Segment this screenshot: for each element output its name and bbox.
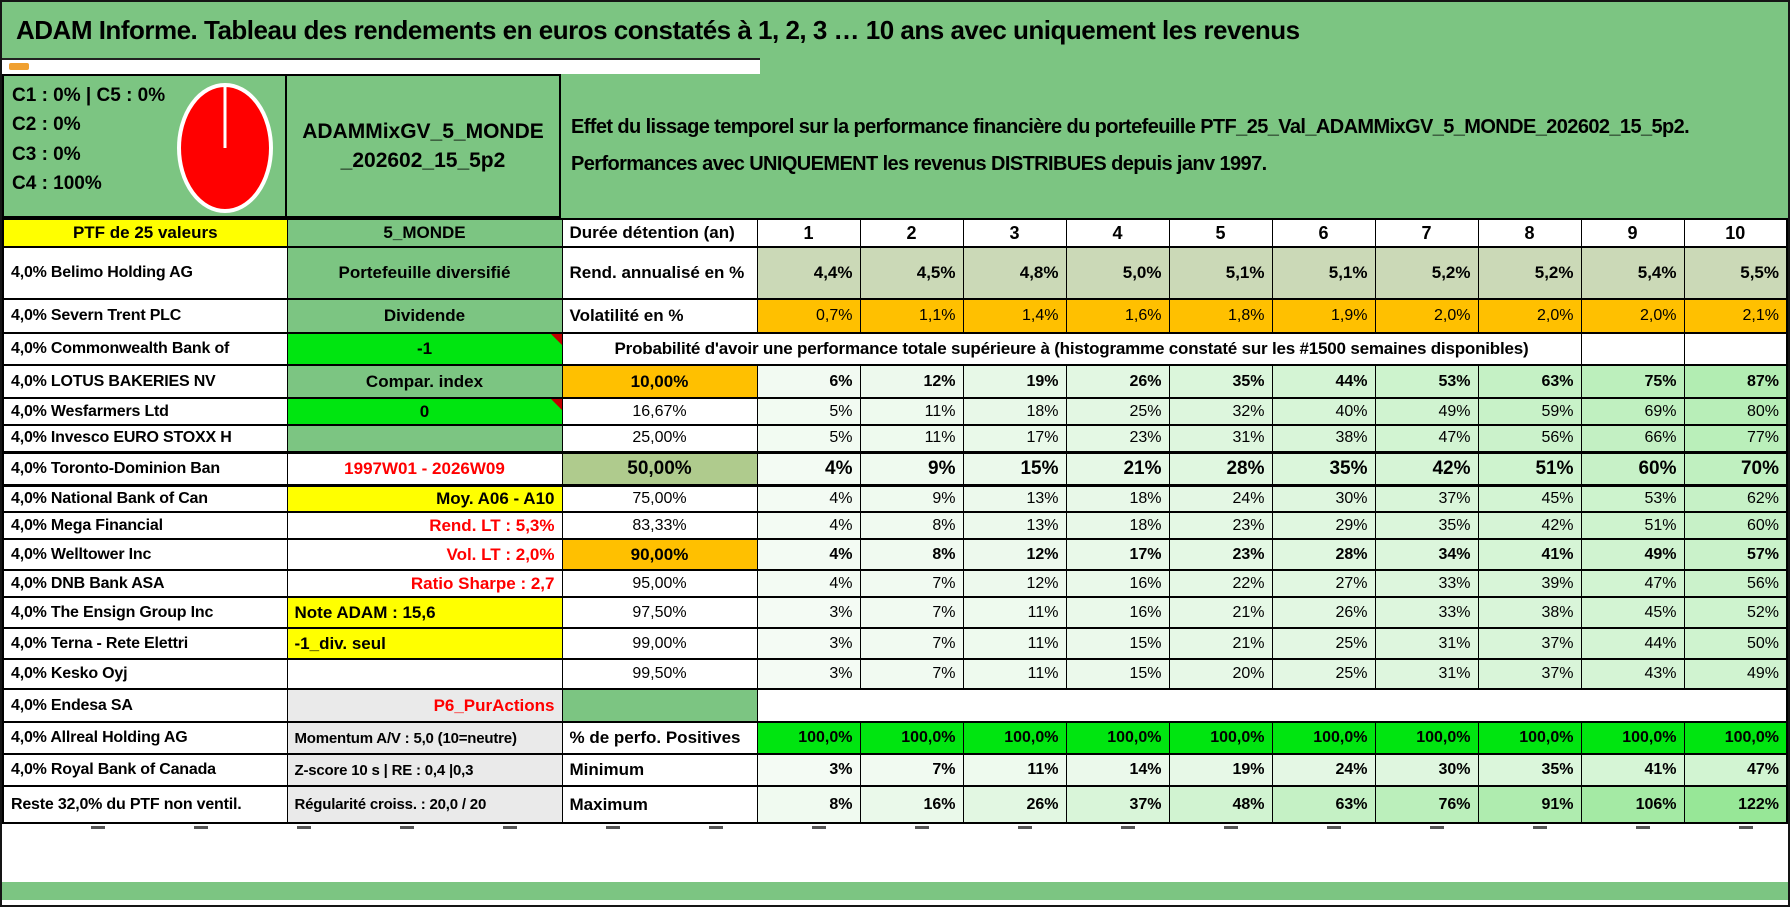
table-row-p99 bbox=[3, 628, 1787, 659]
cell-p6-blank[interactable] bbox=[757, 689, 1787, 722]
cell-p99-y9[interactable]: 44% bbox=[1581, 628, 1684, 659]
cell-p99-y3[interactable]: 11% bbox=[963, 628, 1066, 659]
cell-p25-y6[interactable]: 38% bbox=[1272, 425, 1375, 452]
cell-proba-name[interactable]: 4,0% Commonwealth Bank of bbox=[3, 333, 287, 365]
table-row-p975 bbox=[3, 597, 1787, 628]
cell-pos-y6[interactable]: 100,0% bbox=[1272, 722, 1375, 754]
cell-p95-label[interactable]: 95,00% bbox=[562, 570, 757, 597]
cell-p50-y9[interactable]: 60% bbox=[1581, 452, 1684, 485]
cell-p95-y9[interactable]: 47% bbox=[1581, 570, 1684, 597]
cell-p83-y4[interactable]: 18% bbox=[1066, 512, 1169, 539]
cell-p95-y4[interactable]: 16% bbox=[1066, 570, 1169, 597]
cell-p99-y10[interactable]: 50% bbox=[1684, 628, 1787, 659]
cell-p90-y9[interactable]: 49% bbox=[1581, 539, 1684, 570]
cell-p975-y4[interactable]: 16% bbox=[1066, 597, 1169, 628]
cell-p50-y3[interactable]: 15% bbox=[963, 452, 1066, 485]
cell-p6-name[interactable]: 4,0% Endesa SA bbox=[3, 689, 287, 722]
cell-vol-y9[interactable]: 2,0% bbox=[1581, 299, 1684, 333]
table-row-p95 bbox=[3, 570, 1787, 597]
cell-head-year-10[interactable]: 10 bbox=[1684, 219, 1787, 247]
cell-p50-y6[interactable]: 35% bbox=[1272, 452, 1375, 485]
cell-p95-name[interactable]: 4,0% DNB Bank ASA bbox=[3, 570, 287, 597]
spacer-strip bbox=[2, 58, 1788, 74]
bottom-area bbox=[2, 824, 1788, 905]
cell-p95-y2[interactable]: 7% bbox=[860, 570, 963, 597]
cell-p90-label[interactable]: 90,00% bbox=[562, 539, 757, 570]
bottom-green-strip bbox=[2, 882, 1788, 900]
cell-min-y1[interactable]: 3% bbox=[757, 754, 860, 786]
cell-proba-blank-9[interactable] bbox=[1581, 333, 1684, 365]
cell-vol-y6[interactable]: 1,9% bbox=[1272, 299, 1375, 333]
cell-vol-y2[interactable]: 1,1% bbox=[860, 299, 963, 333]
cell-p50-y5[interactable]: 28% bbox=[1169, 452, 1272, 485]
cell-p10-y7[interactable]: 53% bbox=[1375, 365, 1478, 398]
portfolio-id-cell[interactable]: ADAMMixGV_5_MONDE_202602_15_5p2 bbox=[286, 74, 561, 218]
cell-max-label[interactable]: Maximum bbox=[562, 786, 757, 823]
cell-p50-y1[interactable]: 4% bbox=[757, 452, 860, 485]
cell-p995-name[interactable]: 4,0% Kesko Oyj bbox=[3, 659, 287, 689]
cell-p83-y7[interactable]: 35% bbox=[1375, 512, 1478, 539]
cell-rend-y2[interactable]: 4,5% bbox=[860, 247, 963, 299]
table-row-min bbox=[3, 754, 1787, 786]
cell-head-year-4[interactable]: 4 bbox=[1066, 219, 1169, 247]
cell-p6-info[interactable]: P6_PurActions bbox=[287, 689, 562, 722]
cell-p975-label[interactable]: 97,50% bbox=[562, 597, 757, 628]
cell-p50-name[interactable]: 4,0% Toronto-Dominion Ban bbox=[3, 452, 287, 485]
table-row-max bbox=[3, 786, 1787, 823]
cell-pos-y2[interactable]: 100,0% bbox=[860, 722, 963, 754]
cell-min-y4[interactable]: 14% bbox=[1066, 754, 1169, 786]
cell-p975-y3[interactable]: 11% bbox=[963, 597, 1066, 628]
cell-min-label[interactable]: Minimum bbox=[562, 754, 757, 786]
cell-p995-y10[interactable]: 49% bbox=[1684, 659, 1787, 689]
cell-p83-info[interactable]: Rend. LT : 5,3% bbox=[287, 512, 562, 539]
cell-rend-y5[interactable]: 5,1% bbox=[1169, 247, 1272, 299]
cell-p25-name[interactable]: 4,0% Invesco EURO STOXX H bbox=[3, 425, 287, 452]
cell-min-y10[interactable]: 47% bbox=[1684, 754, 1787, 786]
spacer-strip-white bbox=[2, 58, 760, 74]
cell-head-year-6[interactable]: 6 bbox=[1272, 219, 1375, 247]
cell-p75-y10[interactable]: 62% bbox=[1684, 485, 1787, 512]
cell-p95-y3[interactable]: 12% bbox=[963, 570, 1066, 597]
cell-p16-label[interactable]: 16,67% bbox=[562, 398, 757, 425]
cell-max-y10[interactable]: 122% bbox=[1684, 786, 1787, 823]
cell-p50-info[interactable]: 1997W01 - 2026W09 bbox=[287, 452, 562, 485]
cell-p83-label[interactable]: 83,33% bbox=[562, 512, 757, 539]
cell-vol-y3[interactable]: 1,4% bbox=[963, 299, 1066, 333]
table-row-p995 bbox=[3, 659, 1787, 689]
cell-p25-y5[interactable]: 31% bbox=[1169, 425, 1272, 452]
cell-p90-y6[interactable]: 28% bbox=[1272, 539, 1375, 570]
cell-p90-info[interactable]: Vol. LT : 2,0% bbox=[287, 539, 562, 570]
table-row-p16 bbox=[3, 398, 1787, 425]
cell-vol-y5[interactable]: 1,8% bbox=[1169, 299, 1272, 333]
cell-p16-y4[interactable]: 25% bbox=[1066, 398, 1169, 425]
cell-p16-info[interactable]: 0 bbox=[287, 398, 562, 425]
header-block bbox=[2, 74, 1788, 218]
cell-max-y6[interactable]: 63% bbox=[1272, 786, 1375, 823]
cell-p99-y7[interactable]: 31% bbox=[1375, 628, 1478, 659]
table-row-head bbox=[3, 219, 1787, 247]
cell-max-y4[interactable]: 37% bbox=[1066, 786, 1169, 823]
cell-vol-y1[interactable]: 0,7% bbox=[757, 299, 860, 333]
cell-p995-y1[interactable]: 3% bbox=[757, 659, 860, 689]
cell-p75-name[interactable]: 4,0% National Bank of Can bbox=[3, 485, 287, 512]
cell-p975-y10[interactable]: 52% bbox=[1684, 597, 1787, 628]
allocation-cell[interactable] bbox=[2, 74, 286, 218]
cell-p995-y9[interactable]: 43% bbox=[1581, 659, 1684, 689]
cell-p995-info[interactable] bbox=[287, 659, 562, 689]
orange-mark bbox=[9, 63, 29, 70]
cell-min-y9[interactable]: 41% bbox=[1581, 754, 1684, 786]
cell-rend-name[interactable]: 4,0% Belimo Holding AG bbox=[3, 247, 287, 299]
cell-p10-y6[interactable]: 44% bbox=[1272, 365, 1375, 398]
cell-p90-y2[interactable]: 8% bbox=[860, 539, 963, 570]
cell-max-info[interactable]: Régularité croiss. : 20,0 / 20 bbox=[287, 786, 562, 823]
cell-min-y2[interactable]: 7% bbox=[860, 754, 963, 786]
table-row-p50 bbox=[3, 452, 1787, 485]
cell-p16-y10[interactable]: 80% bbox=[1684, 398, 1787, 425]
cell-p95-y7[interactable]: 33% bbox=[1375, 570, 1478, 597]
cell-max-y8[interactable]: 91% bbox=[1478, 786, 1581, 823]
cell-pos-y9[interactable]: 100,0% bbox=[1581, 722, 1684, 754]
cell-head-year-1[interactable]: 1 bbox=[757, 219, 860, 247]
cell-p995-y7[interactable]: 31% bbox=[1375, 659, 1478, 689]
cell-p975-y9[interactable]: 45% bbox=[1581, 597, 1684, 628]
cell-p75-y5[interactable]: 24% bbox=[1169, 485, 1272, 512]
cell-head-year-3[interactable]: 3 bbox=[963, 219, 1066, 247]
cell-p10-label[interactable]: 10,00% bbox=[562, 365, 757, 398]
cell-p99-info[interactable]: -1_div. seul bbox=[287, 628, 562, 659]
cell-p975-y7[interactable]: 33% bbox=[1375, 597, 1478, 628]
cell-p25-y8[interactable]: 56% bbox=[1478, 425, 1581, 452]
cell-p995-y8[interactable]: 37% bbox=[1478, 659, 1581, 689]
cell-p75-label[interactable]: 75,00% bbox=[562, 485, 757, 512]
cell-p75-info[interactable]: Moy. A06 - A10 bbox=[287, 485, 562, 512]
cell-pos-y3[interactable]: 100,0% bbox=[963, 722, 1066, 754]
cell-max-y2[interactable]: 16% bbox=[860, 786, 963, 823]
cell-rend-y7[interactable]: 5,2% bbox=[1375, 247, 1478, 299]
table-row-p75 bbox=[3, 485, 1787, 512]
cell-p83-y9[interactable]: 51% bbox=[1581, 512, 1684, 539]
cell-p99-name[interactable]: 4,0% Terna - Rete Elettri bbox=[3, 628, 287, 659]
cell-p83-y6[interactable]: 29% bbox=[1272, 512, 1375, 539]
cell-p10-y2[interactable]: 12% bbox=[860, 365, 963, 398]
table-row-p83 bbox=[3, 512, 1787, 539]
cell-pos-y1[interactable]: 100,0% bbox=[757, 722, 860, 754]
cell-p83-name[interactable]: 4,0% Mega Financial bbox=[3, 512, 287, 539]
description-line-1: Effet du lissage temporel sur la performance financière du portefeuille PTF_25_Val_ADAMMixGV_5_MONDE_202602_15_5p2. bbox=[571, 116, 1690, 138]
cell-max-y7[interactable]: 76% bbox=[1375, 786, 1478, 823]
cell-vol-y8[interactable]: 2,0% bbox=[1478, 299, 1581, 333]
cell-p25-label[interactable]: 25,00% bbox=[562, 425, 757, 452]
cell-p95-y8[interactable]: 39% bbox=[1478, 570, 1581, 597]
cell-p10-y5[interactable]: 35% bbox=[1169, 365, 1272, 398]
table-row-pos bbox=[3, 722, 1787, 754]
cell-p90-y1[interactable]: 4% bbox=[757, 539, 860, 570]
cell-p90-name[interactable]: 4,0% Welltower Inc bbox=[3, 539, 287, 570]
cell-p10-y3[interactable]: 19% bbox=[963, 365, 1066, 398]
cell-p995-y6[interactable]: 25% bbox=[1272, 659, 1375, 689]
cell-p975-y6[interactable]: 26% bbox=[1272, 597, 1375, 628]
cell-p95-info[interactable]: Ratio Sharpe : 2,7 bbox=[287, 570, 562, 597]
cell-head-year-5[interactable]: 5 bbox=[1169, 219, 1272, 247]
cell-proba-blank-10[interactable] bbox=[1684, 333, 1787, 365]
allocation-pie-chart[interactable] bbox=[175, 79, 275, 220]
cell-p99-label[interactable]: 99,00% bbox=[562, 628, 757, 659]
cell-p16-y1[interactable]: 5% bbox=[757, 398, 860, 425]
cell-p83-y2[interactable]: 8% bbox=[860, 512, 963, 539]
title-cell[interactable] bbox=[2, 2, 1788, 58]
cell-min-y7[interactable]: 30% bbox=[1375, 754, 1478, 786]
cell-min-y8[interactable]: 35% bbox=[1478, 754, 1581, 786]
cell-proba-note[interactable]: Probabilité d'avoir une performance totale supérieure à (histogramme constaté sur les #1500 semaines disponibles) bbox=[562, 333, 1581, 365]
cell-pos-y10[interactable]: 100,0% bbox=[1684, 722, 1787, 754]
cell-p25-info[interactable] bbox=[287, 425, 562, 452]
cell-pos-y5[interactable]: 100,0% bbox=[1169, 722, 1272, 754]
cell-rend-y4[interactable]: 5,0% bbox=[1066, 247, 1169, 299]
table-row-vol bbox=[3, 299, 1787, 333]
cell-p995-y3[interactable]: 11% bbox=[963, 659, 1066, 689]
cell-head-monde[interactable]: 5_MONDE bbox=[287, 219, 562, 247]
cell-rend-y3[interactable]: 4,8% bbox=[963, 247, 1066, 299]
column-cut-dashes bbox=[2, 826, 1788, 829]
cell-p16-y9[interactable]: 69% bbox=[1581, 398, 1684, 425]
cell-p10-name[interactable]: 4,0% LOTUS BAKERIES NV bbox=[3, 365, 287, 398]
cell-vol-info[interactable]: Dividende bbox=[287, 299, 562, 333]
cell-p975-y5[interactable]: 21% bbox=[1169, 597, 1272, 628]
cell-p25-y10[interactable]: 77% bbox=[1684, 425, 1787, 452]
cell-max-name[interactable]: Reste 32,0% du PTF non ventil. bbox=[3, 786, 287, 823]
cell-head-year-9[interactable]: 9 bbox=[1581, 219, 1684, 247]
cell-p83-y1[interactable]: 4% bbox=[757, 512, 860, 539]
cell-pos-info[interactable]: Momentum A/V : 5,0 (10=neutre) bbox=[287, 722, 562, 754]
cell-p25-y1[interactable]: 5% bbox=[757, 425, 860, 452]
cell-p75-y9[interactable]: 53% bbox=[1581, 485, 1684, 512]
cell-p50-label[interactable]: 50,00% bbox=[562, 452, 757, 485]
cell-p16-name[interactable]: 4,0% Wesfarmers Ltd bbox=[3, 398, 287, 425]
cell-p75-y3[interactable]: 13% bbox=[963, 485, 1066, 512]
description-cell[interactable] bbox=[561, 74, 1788, 218]
cell-rend-y10[interactable]: 5,5% bbox=[1684, 247, 1787, 299]
cell-vol-y10[interactable]: 2,1% bbox=[1684, 299, 1787, 333]
page-title: ADAM Informe. Tableau des rendements en euros constatés à 1, 2, 3 … 10 ans avec uniquement les revenus bbox=[16, 14, 1300, 45]
cell-p75-y8[interactable]: 45% bbox=[1478, 485, 1581, 512]
cell-p75-y4[interactable]: 18% bbox=[1066, 485, 1169, 512]
allocation-line-c4: C4 : 100% bbox=[12, 173, 102, 195]
cell-max-y3[interactable]: 26% bbox=[963, 786, 1066, 823]
cell-p90-y10[interactable]: 57% bbox=[1684, 539, 1787, 570]
cell-pos-y7[interactable]: 100,0% bbox=[1375, 722, 1478, 754]
cell-p90-y3[interactable]: 12% bbox=[963, 539, 1066, 570]
table-row-rend bbox=[3, 247, 1787, 299]
cell-rend-y8[interactable]: 5,2% bbox=[1478, 247, 1581, 299]
cell-p75-y1[interactable]: 4% bbox=[757, 485, 860, 512]
cell-min-info[interactable]: Z-score 10 s | RE : 0,4 |0,3 bbox=[287, 754, 562, 786]
cell-min-y6[interactable]: 24% bbox=[1272, 754, 1375, 786]
cell-p95-y1[interactable]: 4% bbox=[757, 570, 860, 597]
cell-p50-y4[interactable]: 21% bbox=[1066, 452, 1169, 485]
cell-rend-y9[interactable]: 5,4% bbox=[1581, 247, 1684, 299]
cell-head-year-7[interactable]: 7 bbox=[1375, 219, 1478, 247]
cell-p83-y5[interactable]: 23% bbox=[1169, 512, 1272, 539]
cell-p10-y4[interactable]: 26% bbox=[1066, 365, 1169, 398]
table-row-p6 bbox=[3, 689, 1787, 722]
cell-p50-y10[interactable]: 70% bbox=[1684, 452, 1787, 485]
cell-vol-name[interactable]: 4,0% Severn Trent PLC bbox=[3, 299, 287, 333]
cell-p90-y4[interactable]: 17% bbox=[1066, 539, 1169, 570]
cell-p25-y3[interactable]: 17% bbox=[963, 425, 1066, 452]
cell-rend-info[interactable]: Portefeuille diversifié bbox=[287, 247, 562, 299]
cell-rend-label[interactable]: Rend. annualisé en % bbox=[562, 247, 757, 299]
cell-p16-y7[interactable]: 49% bbox=[1375, 398, 1478, 425]
cell-p16-y8[interactable]: 59% bbox=[1478, 398, 1581, 425]
cell-p95-y10[interactable]: 56% bbox=[1684, 570, 1787, 597]
cell-p10-y9[interactable]: 75% bbox=[1581, 365, 1684, 398]
cell-max-y5[interactable]: 48% bbox=[1169, 786, 1272, 823]
table-row-p25 bbox=[3, 425, 1787, 452]
cell-pos-y4[interactable]: 100,0% bbox=[1066, 722, 1169, 754]
cell-rend-y1[interactable]: 4,4% bbox=[757, 247, 860, 299]
cell-proba-info[interactable]: -1 bbox=[287, 333, 562, 365]
description-line-2: Performances avec UNIQUEMENT les revenus DISTRIBUES depuis janv 1997. bbox=[571, 153, 1267, 175]
cell-p75-y2[interactable]: 9% bbox=[860, 485, 963, 512]
table-row-proba bbox=[3, 333, 1787, 365]
cell-p99-y1[interactable]: 3% bbox=[757, 628, 860, 659]
cell-p10-y1[interactable]: 6% bbox=[757, 365, 860, 398]
cell-p995-y4[interactable]: 15% bbox=[1066, 659, 1169, 689]
cell-max-y9[interactable]: 106% bbox=[1581, 786, 1684, 823]
cell-p99-y4[interactable]: 15% bbox=[1066, 628, 1169, 659]
cell-p83-y10[interactable]: 60% bbox=[1684, 512, 1787, 539]
cell-vol-label[interactable]: Volatilité en % bbox=[562, 299, 757, 333]
cell-p99-y5[interactable]: 21% bbox=[1169, 628, 1272, 659]
cell-p90-y8[interactable]: 41% bbox=[1478, 539, 1581, 570]
cell-p99-y8[interactable]: 37% bbox=[1478, 628, 1581, 659]
cell-p16-y5[interactable]: 32% bbox=[1169, 398, 1272, 425]
cell-p25-y2[interactable]: 11% bbox=[860, 425, 963, 452]
cell-head-year-8[interactable]: 8 bbox=[1478, 219, 1581, 247]
cell-p16-y3[interactable]: 18% bbox=[963, 398, 1066, 425]
cell-min-y3[interactable]: 11% bbox=[963, 754, 1066, 786]
cell-p995-y2[interactable]: 7% bbox=[860, 659, 963, 689]
cell-p10-y8[interactable]: 63% bbox=[1478, 365, 1581, 398]
cell-vol-y7[interactable]: 2,0% bbox=[1375, 299, 1478, 333]
cell-p975-y2[interactable]: 7% bbox=[860, 597, 963, 628]
cell-p50-y8[interactable]: 51% bbox=[1478, 452, 1581, 485]
cell-pos-label[interactable]: % de perfo. Positives bbox=[562, 722, 757, 754]
cell-p975-name[interactable]: 4,0% The Ensign Group Inc bbox=[3, 597, 287, 628]
cell-p99-y6[interactable]: 25% bbox=[1272, 628, 1375, 659]
cell-head-year-2[interactable]: 2 bbox=[860, 219, 963, 247]
cell-p975-info[interactable]: Note ADAM : 15,6 bbox=[287, 597, 562, 628]
cell-head-duration-label[interactable]: Durée détention (an) bbox=[562, 219, 757, 247]
cell-p75-y6[interactable]: 30% bbox=[1272, 485, 1375, 512]
cell-p99-y2[interactable]: 7% bbox=[860, 628, 963, 659]
table-row-p10 bbox=[3, 365, 1787, 398]
cell-p83-y8[interactable]: 42% bbox=[1478, 512, 1581, 539]
table-row-p90 bbox=[3, 539, 1787, 570]
cell-p75-y7[interactable]: 37% bbox=[1375, 485, 1478, 512]
cell-p83-y3[interactable]: 13% bbox=[963, 512, 1066, 539]
allocation-line-c3: C3 : 0% bbox=[12, 143, 81, 165]
cell-p90-y7[interactable]: 34% bbox=[1375, 539, 1478, 570]
cell-p25-y7[interactable]: 47% bbox=[1375, 425, 1478, 452]
cell-vol-y4[interactable]: 1,6% bbox=[1066, 299, 1169, 333]
cell-p95-y6[interactable]: 27% bbox=[1272, 570, 1375, 597]
cell-pos-y8[interactable]: 100,0% bbox=[1478, 722, 1581, 754]
cell-rend-y6[interactable]: 5,1% bbox=[1272, 247, 1375, 299]
cell-p975-y8[interactable]: 38% bbox=[1478, 597, 1581, 628]
cell-p16-y6[interactable]: 40% bbox=[1272, 398, 1375, 425]
cell-p50-y7[interactable]: 42% bbox=[1375, 452, 1478, 485]
cell-p995-label[interactable]: 99,50% bbox=[562, 659, 757, 689]
cell-p10-y10[interactable]: 87% bbox=[1684, 365, 1787, 398]
cell-pos-name[interactable]: 4,0% Allreal Holding AG bbox=[3, 722, 287, 754]
returns-table bbox=[2, 218, 1788, 824]
allocation-line-c2: C2 : 0% bbox=[12, 114, 81, 136]
cell-p995-y5[interactable]: 20% bbox=[1169, 659, 1272, 689]
cell-min-y5[interactable]: 19% bbox=[1169, 754, 1272, 786]
cell-p975-y1[interactable]: 3% bbox=[757, 597, 860, 628]
cell-min-name[interactable]: 4,0% Royal Bank of Canada bbox=[3, 754, 287, 786]
cell-p16-y2[interactable]: 11% bbox=[860, 398, 963, 425]
cell-head-ptf[interactable]: PTF de 25 valeurs bbox=[3, 219, 287, 247]
cell-p50-y2[interactable]: 9% bbox=[860, 452, 963, 485]
cell-p25-y4[interactable]: 23% bbox=[1066, 425, 1169, 452]
cell-p95-y5[interactable]: 22% bbox=[1169, 570, 1272, 597]
cell-max-y1[interactable]: 8% bbox=[757, 786, 860, 823]
cell-p6-greenfill[interactable] bbox=[562, 689, 757, 722]
allocation-line-c1-c5: C1 : 0% | C5 : 0% bbox=[12, 85, 166, 106]
cell-p25-y9[interactable]: 66% bbox=[1581, 425, 1684, 452]
cell-p10-info[interactable]: Compar. index bbox=[287, 365, 562, 398]
cell-p90-y5[interactable]: 23% bbox=[1169, 539, 1272, 570]
